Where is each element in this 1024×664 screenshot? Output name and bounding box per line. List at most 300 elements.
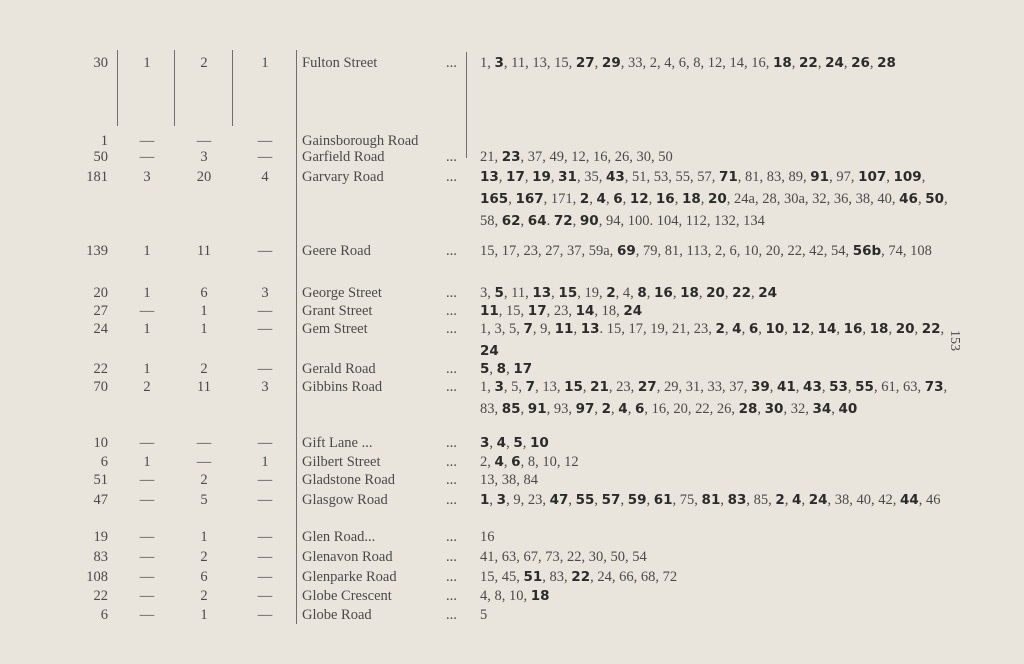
number-bold: 55 [575, 492, 595, 508]
count-col-4: — [257, 549, 273, 565]
count-col-2: — [139, 435, 155, 451]
number-bold: 15 [558, 285, 578, 301]
number-text: , 13, [535, 379, 565, 395]
house-numbers [480, 318, 950, 362]
number-text: , 23, [546, 303, 576, 319]
number-text: , [551, 285, 559, 301]
count-col-4: 1 [261, 55, 269, 71]
street-name: Gift Lane ... [302, 435, 373, 451]
number-text: , [594, 55, 602, 71]
count-col-4: — [257, 303, 273, 319]
number-bold: 165 [480, 191, 509, 207]
number-text: , 15, [498, 303, 528, 319]
count-col-2: — [139, 549, 155, 565]
number-text: , 32, [783, 401, 813, 417]
count-col-2: — [139, 529, 155, 545]
number-text: , [568, 492, 576, 508]
number-bold: 4 [618, 401, 628, 417]
number-text: , [594, 492, 602, 508]
count-col-3: 2 [200, 361, 208, 377]
number-bold: 11 [554, 321, 574, 337]
number-text: , 11, [503, 285, 533, 301]
number-bold: 12 [629, 191, 649, 207]
count-total: 30 [93, 55, 108, 71]
number-text: , 24a, 28, 30a, 32, 36, 38, 40, [726, 191, 900, 207]
count-total: 47 [93, 492, 108, 508]
count-col-4: — [257, 321, 273, 337]
count-col-2: — [139, 133, 155, 149]
count-col-3: 2 [200, 588, 208, 604]
number-bold: 44 [900, 492, 919, 508]
number-bold: 109 [893, 169, 922, 185]
count-col-4: — [257, 529, 273, 545]
number-text: , [672, 285, 681, 301]
number-bold: 18 [772, 55, 792, 71]
leader-dots: ... [446, 303, 457, 319]
number-bold: 18 [869, 321, 889, 337]
street-name: Globe Crescent [302, 588, 392, 604]
number-text: , 18, [594, 303, 624, 319]
house-numbers [480, 166, 950, 232]
number-bold: 91 [527, 401, 547, 417]
leader-dots: ... [446, 492, 457, 508]
count-total: 22 [93, 588, 108, 604]
count-col-3: 1 [200, 321, 208, 337]
count-col-4: — [257, 243, 273, 259]
count-col-2: — [139, 303, 155, 319]
count-total: 19 [93, 529, 108, 545]
count-col-3: 5 [200, 492, 208, 508]
number-text: , 38, 40, 42, [827, 492, 900, 508]
count-col-3: 1 [200, 529, 208, 545]
count-col-4: — [257, 435, 273, 451]
number-text: , [674, 191, 682, 207]
number-bold: 71 [718, 169, 738, 185]
number-bold: 28 [877, 55, 896, 71]
number-bold: 30 [764, 401, 784, 417]
number-bold: 43 [605, 169, 625, 185]
number-bold: 46 [899, 191, 918, 207]
number-bold: 39 [750, 379, 770, 395]
count-col-4: — [257, 569, 273, 585]
count-col-2: — [139, 607, 155, 623]
number-bold: 2 [775, 492, 785, 508]
number-bold: 17 [513, 361, 533, 377]
number-text: , [921, 169, 926, 185]
count-col-3: 11 [197, 379, 211, 395]
number-bold: 3 [480, 435, 490, 451]
number-text: , 93, [546, 401, 576, 417]
street-name: Gibbins Road [302, 379, 383, 395]
number-text: , 75, [672, 492, 702, 508]
count-col-2: 1 [143, 55, 151, 71]
leader-dots: ... [446, 285, 457, 301]
house-numbers [480, 469, 950, 491]
number-bold: 26 [851, 55, 870, 71]
number-bold: 3 [494, 55, 504, 71]
column-rule-4 [296, 50, 297, 624]
street-name: Fulton Street [302, 55, 378, 71]
number-bold: 20 [707, 191, 727, 207]
number-text: , [862, 321, 870, 337]
number-bold: 73 [924, 379, 944, 395]
number-bold: 6 [613, 191, 623, 207]
number-text: , 16, 20, 22, 26, [644, 401, 739, 417]
number-text: , [605, 191, 614, 207]
number-bold: 4 [496, 435, 507, 451]
number-text: , 5, [503, 379, 526, 395]
number-text: , [757, 401, 765, 417]
number-bold: 51 [523, 569, 543, 585]
number-text: , [914, 321, 922, 337]
count-col-3: 6 [200, 569, 208, 585]
number-text: , [489, 492, 497, 508]
number-text: , 24, 66, 68, 72 [590, 569, 678, 585]
number-text: , [573, 321, 581, 337]
count-col-3: 20 [196, 169, 212, 185]
number-bold: 8 [496, 361, 507, 377]
number-text: . 15, 17, 19, 21, 23, [599, 321, 716, 337]
column-rule-5 [466, 52, 467, 158]
number-text: , 46 [918, 492, 941, 508]
number-text: , 81, 83, 89, [737, 169, 811, 185]
count-col-4: 1 [261, 454, 269, 470]
count-col-3: — [196, 133, 212, 149]
number-text: , [769, 379, 777, 395]
number-bold: 85 [501, 401, 521, 417]
number-bold: 4 [732, 321, 742, 337]
count-col-2: 2 [143, 379, 151, 395]
count-col-4: 3 [261, 379, 269, 395]
street-name: Globe Road [302, 607, 372, 623]
number-text: , [506, 435, 514, 451]
count-total: 70 [93, 379, 108, 395]
count-col-2: 1 [143, 361, 151, 377]
leader-dots: ... [446, 435, 457, 451]
count-total: 1 [100, 133, 108, 149]
page-number: 153 [947, 330, 962, 351]
number-text: , [836, 321, 844, 337]
number-bold: 23 [501, 149, 521, 165]
count-total: 51 [93, 472, 108, 488]
number-bold: 7 [525, 379, 536, 395]
number-text: , [503, 454, 512, 470]
number-text: , [589, 191, 597, 207]
number-bold: 5 [513, 435, 523, 451]
leader-dots: ... [446, 361, 457, 377]
number-bold: 28 [738, 401, 758, 417]
number-text: , [594, 401, 602, 417]
number-text: 41, 63, 67, 73, 22, 30, 50, 54 [480, 549, 647, 565]
number-text: , [700, 191, 708, 207]
number-text: , [886, 169, 894, 185]
number-bold: 83 [727, 492, 747, 508]
number-text: , [522, 435, 530, 451]
count-col-4: — [257, 588, 273, 604]
count-col-4: 4 [261, 169, 269, 185]
number-text: , 8, 10, 12 [520, 454, 579, 470]
number-text: , 58, [480, 191, 948, 229]
column-rule-3 [232, 50, 233, 126]
number-bold: 13 [480, 169, 499, 185]
number-text: , [847, 379, 856, 395]
house-numbers [480, 526, 950, 548]
number-bold: 15 [564, 379, 583, 395]
street-name: Grant Street [302, 303, 373, 319]
street-name: Gilbert Street [302, 454, 381, 470]
number-bold: 40 [838, 401, 858, 417]
count-col-4: — [257, 133, 273, 149]
number-text: , [801, 492, 809, 508]
count-col-3: 2 [200, 549, 208, 565]
number-text: , [940, 321, 945, 337]
number-bold: 16 [843, 321, 863, 337]
count-col-2: — [139, 569, 155, 585]
number-text: , [888, 321, 896, 337]
count-col-4: 3 [261, 285, 269, 301]
number-text: , 35, [576, 169, 606, 185]
number-text: , 4, [615, 285, 638, 301]
number-bold: 27 [575, 55, 595, 71]
number-bold: 24 [480, 343, 499, 359]
count-col-3: 2 [200, 55, 208, 71]
number-bold: 3 [496, 492, 507, 508]
number-bold: 90 [579, 213, 599, 229]
number-text: , 51, 53, 55, 57, [624, 169, 719, 185]
number-text: , [784, 492, 793, 508]
count-col-4: — [257, 361, 273, 377]
number-text: , [646, 492, 654, 508]
number-text: , [627, 401, 635, 417]
street-name: Gem Street [302, 321, 368, 337]
number-text: , 9, 23, [506, 492, 550, 508]
number-bold: 47 [549, 492, 569, 508]
number-bold: 5 [494, 285, 504, 301]
number-text: , [508, 191, 516, 207]
number-bold: 61 [653, 492, 673, 508]
street-name: George Street [302, 285, 382, 301]
number-bold: 6 [748, 321, 759, 337]
number-bold: 1 [480, 492, 490, 508]
house-numbers [480, 146, 950, 168]
leader-dots: ... [446, 607, 457, 623]
number-bold: 10 [529, 435, 549, 451]
count-col-3: — [196, 435, 212, 451]
number-bold: 34 [812, 401, 832, 417]
count-col-3: 1 [200, 607, 208, 623]
number-text: , [917, 191, 926, 207]
number-text: , [724, 321, 733, 337]
number-bold: 2 [606, 285, 616, 301]
count-total: 6 [100, 454, 108, 470]
street-name: Glasgow Road [302, 492, 388, 508]
count-col-2: — [139, 472, 155, 488]
number-text: , [795, 379, 804, 395]
number-text: 5 [480, 607, 488, 623]
count-col-3: 11 [197, 243, 211, 259]
number-text: 2, [480, 454, 495, 470]
number-text: , [741, 321, 749, 337]
number-text: 1, [480, 55, 495, 71]
count-col-3: 3 [200, 149, 208, 165]
count-total: 83 [93, 549, 108, 565]
leader-dots: ... [446, 149, 457, 165]
count-col-3: 1 [200, 303, 208, 319]
number-bold: 24 [758, 285, 778, 301]
number-bold: 3 [494, 379, 504, 395]
number-bold: 64 [527, 213, 547, 229]
house-numbers [480, 489, 950, 511]
number-text: , 94, 100. 104, 112, 132, 134 [598, 213, 765, 229]
number-bold: 17 [527, 303, 547, 319]
number-bold: 17 [506, 169, 525, 185]
number-bold: 57 [601, 492, 621, 508]
number-bold: 5 [480, 361, 490, 377]
number-bold: 4 [596, 191, 606, 207]
count-col-2: 1 [143, 454, 151, 470]
number-text: , [489, 435, 497, 451]
house-numbers [480, 376, 950, 420]
number-bold: 91 [810, 169, 830, 185]
number-bold: 27 [637, 379, 657, 395]
number-text: , 83, [480, 379, 948, 417]
number-bold: 6 [634, 401, 645, 417]
number-bold: 59 [627, 492, 647, 508]
number-bold: 16 [655, 191, 675, 207]
number-bold: 13 [580, 321, 600, 337]
number-text: , 79, 81, 113, 2, 6, 10, 20, 22, 42, 54, [635, 243, 853, 259]
number-bold: 22 [921, 321, 941, 337]
leader-dots: ... [446, 472, 457, 488]
count-col-2: 1 [143, 243, 151, 259]
number-text: 15, 17, 23, 27, 37, 59a, [480, 243, 617, 259]
number-bold: 69 [616, 243, 636, 259]
number-text: 16 [480, 529, 495, 545]
count-total: 108 [86, 569, 108, 585]
count-total: 181 [86, 169, 108, 185]
street-name: Garfield Road [302, 149, 385, 165]
house-numbers [480, 546, 950, 568]
count-col-2: 1 [143, 285, 151, 301]
number-bold: 14 [817, 321, 837, 337]
number-bold: 14 [575, 303, 595, 319]
number-text: , [821, 379, 830, 395]
leader-dots: ... [446, 454, 457, 470]
leader-dots: ... [446, 169, 457, 185]
number-text: , [750, 285, 759, 301]
number-text: , 23, [608, 379, 638, 395]
number-text: 13, 38, 84 [480, 472, 538, 488]
number-text: , [648, 191, 656, 207]
number-text: 1, 3, 5, [480, 321, 524, 337]
street-name: Glen Road... [302, 529, 376, 545]
number-bold: 6 [511, 454, 521, 470]
number-bold: 22 [732, 285, 751, 301]
number-text: , 33, 2, 4, 6, 8, 12, 14, 16, [620, 55, 773, 71]
count-col-2: 3 [143, 169, 151, 185]
number-text: , 29, 31, 33, 37, [656, 379, 751, 395]
number-bold: 21 [590, 379, 609, 395]
street-name: Glenavon Road [302, 549, 393, 565]
street-name: Gladstone Road [302, 472, 396, 488]
number-bold: 18 [681, 191, 701, 207]
number-text: , 37, 49, 12, 16, 26, 30, 50 [520, 149, 673, 165]
number-bold: 72 [553, 213, 573, 229]
count-total: 24 [93, 321, 108, 337]
number-text: , [520, 213, 528, 229]
count-total: 10 [93, 435, 108, 451]
count-total: 27 [93, 303, 108, 319]
number-text: , 19, [577, 285, 607, 301]
number-bold: 8 [637, 285, 647, 301]
house-numbers [480, 604, 950, 626]
leader-dots: ... [446, 569, 457, 585]
number-bold: 20 [706, 285, 725, 301]
number-bold: 4 [494, 454, 504, 470]
number-text: , [720, 492, 728, 508]
number-text: , [498, 169, 507, 185]
number-bold: 24 [825, 55, 844, 71]
number-bold: 24 [623, 303, 643, 319]
number-bold: 107 [858, 169, 887, 185]
number-bold: 62 [501, 213, 521, 229]
number-text: , [646, 285, 655, 301]
number-bold: 2 [715, 321, 725, 337]
number-bold: 22 [799, 55, 818, 71]
number-text: , 97, [829, 169, 859, 185]
number-bold: 20 [895, 321, 915, 337]
number-text: 21, [480, 149, 502, 165]
leader-dots: ... [446, 243, 457, 259]
number-bold: 55 [855, 379, 874, 395]
number-text: , [611, 401, 619, 417]
number-bold: 31 [558, 169, 577, 185]
number-text: 1, [480, 379, 495, 395]
leader-dots: ... [446, 379, 457, 395]
number-bold: 167 [515, 191, 544, 207]
number-bold: 4 [792, 492, 802, 508]
number-text: , 74, 108 [881, 243, 932, 259]
number-text: . [546, 213, 554, 229]
leader-dots: ... [446, 549, 457, 565]
number-text: , [784, 321, 792, 337]
count-col-4: — [257, 149, 273, 165]
number-bold: 24 [808, 492, 828, 508]
number-text: , [758, 321, 766, 337]
number-bold: 19 [532, 169, 551, 185]
number-text: , [698, 285, 707, 301]
count-total: 50 [93, 149, 108, 165]
count-col-2: — [139, 492, 155, 508]
number-text: , 11, 13, 15, [503, 55, 576, 71]
number-text: , [869, 55, 878, 71]
number-bold: 53 [829, 379, 848, 395]
number-bold: 81 [701, 492, 721, 508]
count-col-3: — [196, 454, 212, 470]
number-bold: 97 [575, 401, 595, 417]
number-bold: 18 [530, 588, 550, 604]
number-text: 4, 8, 10, [480, 588, 531, 604]
number-bold: 2 [601, 401, 612, 417]
leader-dots: ... [446, 529, 457, 545]
number-bold: 2 [579, 191, 590, 207]
number-text: , [524, 169, 533, 185]
number-bold: 56b [852, 243, 882, 259]
count-col-2: 1 [143, 321, 151, 337]
count-col-4: — [257, 492, 273, 508]
number-text: , [506, 361, 514, 377]
count-total: 6 [100, 607, 108, 623]
